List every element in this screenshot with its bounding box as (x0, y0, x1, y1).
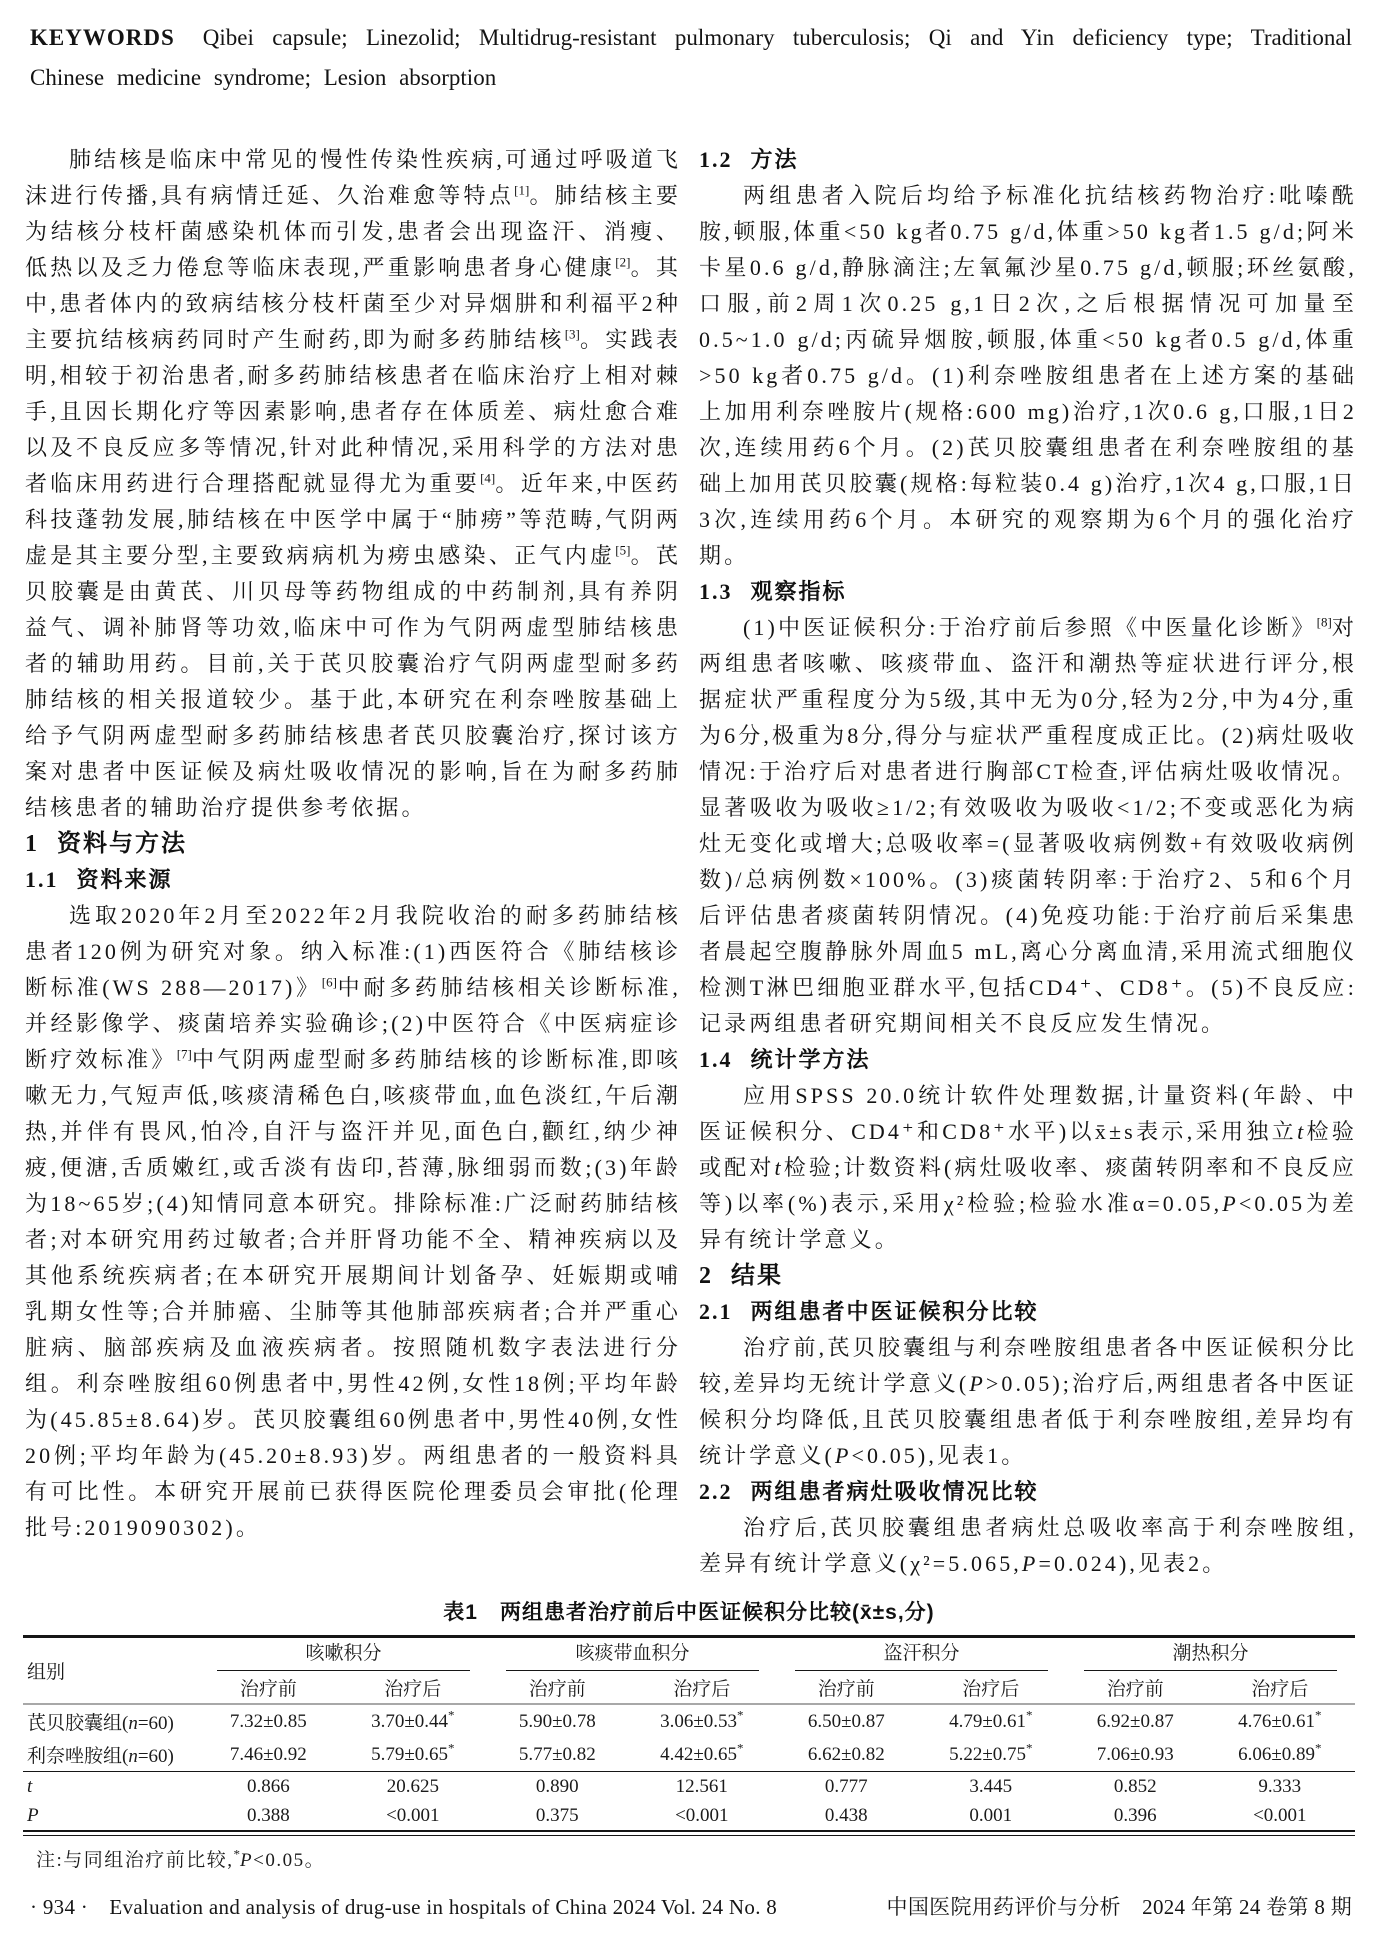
section-number: 2 (699, 1263, 713, 1289)
section-title: 结果 (731, 1262, 783, 1289)
section-heading-1-3 (699, 574, 1357, 610)
table1-sub-header: 治疗后 (916, 1671, 1066, 1704)
section-title: 资料与方法 (57, 830, 187, 857)
section-heading-2 (699, 1258, 1357, 1294)
table1-cell: 7.06±0.93 (1066, 1738, 1205, 1772)
table1-cell: 0.388 (246, 1804, 290, 1826)
section-heading-2-2 (699, 1474, 1357, 1510)
section-heading-1-1 (25, 862, 681, 898)
table1-cell: 5.77±0.82 (488, 1738, 627, 1772)
table1-cell: 3.445 (969, 1775, 1013, 1797)
table1-group-header-row (23, 1637, 1355, 1672)
keywords-block (30, 18, 1352, 98)
table1-cell: <0.001 (675, 1804, 729, 1826)
page-footer (30, 1891, 1352, 1921)
table1-sub-header: 治疗前 (199, 1671, 338, 1704)
table1-sub-header: 治疗前 (1066, 1671, 1205, 1704)
table1-header (23, 1637, 1355, 1705)
table1-row (23, 1801, 1355, 1830)
table1-sub-header-row (23, 1671, 1355, 1704)
table1-row (23, 1772, 1355, 1802)
keywords-text: Qibei capsule; Linezolid; Multidrug-resistant pulmonary tuberculosis; Qi and Yin deficiency type; Traditional Chinese medicine syndrome; Lesion absorption (30, 25, 1352, 90)
section-number: 1 (25, 831, 39, 857)
table1-col0-header: 组别 (23, 1637, 199, 1705)
section-heading-1-2 (699, 142, 1357, 178)
table1-block (23, 1596, 1355, 1872)
section-title: 两组患者病灶吸收情况比较 (750, 1479, 1039, 1504)
section-number: 1.2 (699, 147, 733, 172)
methods-paragraph: 两组患者入院后均给予标准化抗结核药物治疗:吡嗪酰胺,顿服,体重<50 kg者0.75 g/d,体重>50 kg者1.5 g/d;阿米卡星0.6 g/d,静脉滴注;左氧氟沙星0.75 g/d,顿服;环丝氨酸,口服,前2周1次0.25 g,1日2次,之后根据情况可加量至0.5~1.0 g/d;丙硫异烟胺,顿服,体重<50 kg者0.5 g/d,体重>50 kg者0.75 g/d。(1)利奈唑胺组患者在上述方案的基础上加用利奈唑胺片(规格:600 mg)治疗,1次0.6 g,口服,1日2次,连续用药6个月。(2)芪贝胶囊组患者在利奈唑胺组的基础上加用芪贝胶囊(规格:每粒装0.4 g)治疗,1次4 g,口服,1日3次,连续用药6个月。本研究的观察期为6个月的强化治疗期。 (699, 183, 1357, 568)
section-number: 1.4 (699, 1047, 733, 1072)
section-heading-1 (25, 826, 681, 862)
indicators-paragraph: (1)中医证候积分:于治疗前后参照《中医量化诊断》[8]对两组患者咳嗽、咳痰带血、盗汗和潮热等症状进行评分,根据症状严重程度分为5级,其中无为0分,轻为2分,中为4分,重为6分,极重为8分,得分与症状严重程度成正比。(2)病灶吸收情况:于治疗后对患者进行胸部CT检查,评估病灶吸收情况。显著吸收为吸收≥1/2;有效吸收为吸收<1/2;不变或恶化为病灶无变化或增大;总吸收率=(显著吸收病例数+有效吸收病例数)/总病例数×100%。(3)痰菌转阴率:于治疗2、5和6个月后评估患者痰菌转阴情况。(4)免疫功能:于治疗前后采集患者晨起空腹静脉外周血5 mL,离心分离血清,采用流式细胞仪检测T淋巴细胞亚群水平,包括CD4⁺、CD8⁺。(5)不良反应:记录两组患者研究期间相关不良反应发生情况。 (699, 614, 1357, 1036)
section-heading-2-1 (699, 1294, 1357, 1330)
materials-paragraph: 选取2020年2月至2022年2月我院收治的耐多药肺结核患者120例为研究对象。纳入标准:(1)西医符合《肺结核诊断标准(WS 288—2017)》[6]中耐多药肺结核相关诊断标准,并经影像学、痰菌培养实验确诊;(2)中医符合《中医病症诊断疗效标准》[7]中气阴两虚型耐多药肺结核的诊断标准,即咳嗽无力,气短声低,咳痰清稀色白,咳痰带血,血色淡红,午后潮热,并伴有畏风,怕冷,自汗与盗汗并见,面色白,颧红,纳少神疲,便溏,舌质嫩红,或舌淡有齿印,苔薄,脉细弱而数;(3)年龄为18~65岁;(4)知情同意本研究。排除标准:广泛耐药肺结核者;对本研究用药过敏者;合并肝肾功能不全、精神疾病以及其他系统疾病者;在本研究开展期间计划备孕、妊娠期或哺乳期女性等;合并肺癌、尘肺等其他肺部疾病者;合并严重心脏病、脑部疾病及血液疾病者。按照随机数字表法进行分组。利奈唑胺组60例患者中,男性42例,女性18例;平均年龄为(45.85±8.64)岁。芪贝胶囊组60例患者中,男性40例,女性20例;平均年龄为(45.20±8.93)岁。两组患者的一般资料具有可比性。本研究开展前已获得医院伦理委员会审批(伦理批号:2019090302)。 (25, 903, 681, 1540)
intro-paragraph: 肺结核是临床中常见的慢性传染性疾病,可通过呼吸道飞沫进行传播,具有病情迁延、久治难愈等特点[1]。肺结核主要为结核分枝杆菌感染机体而引发,患者会出现盗汗、消瘦、低热以及乏力倦怠等临床表现,严重影响患者身心健康[2]。其中,患者体内的致病结核分枝杆菌至少对异烟肼和利福平2种主要抗结核病药同时产生耐药,即为耐多药肺结核[3]。实践表明,相较于初治患者,耐多药肺结核患者在临床治疗上相对棘手,且因长期化疗等因素影响,患者存在体质差、病灶愈合难以及不良反应多等情况,针对此种情况,采用科学的方法对患者临床用药进行合理搭配就显得尤为重要[4]。近年来,中医药科技蓬勃发展,肺结核在中医学中属于“肺痨”等范畴,气阴两虚是其主要分型,主要致病病机为痨虫感染、正气内虚[5]。芪贝胶囊是由黄芪、川贝母等药物组成的中药制剂,具有养阴益气、调补肺肾等功效,临床中可作为气阴两虚型肺结核患者的辅助用药。目前,关于芪贝胶囊治疗气阴两虚型耐多药肺结核的相关报道较少。基于此,本研究在利奈唑胺基础上给予气阴两虚型耐多药肺结核患者芪贝胶囊治疗,探讨该方案对患者中医证候及病灶吸收情况的影响,旨在为耐多药肺结核患者的辅助治疗提供参考依据。 (25, 147, 682, 820)
table1-cell: 0.001 (969, 1804, 1013, 1826)
table1-cell: 0.375 (535, 1804, 579, 1826)
table1-row-label: P (27, 1804, 39, 1826)
table1-cell: 0.852 (1113, 1775, 1157, 1797)
left-column (25, 142, 681, 1546)
section-title: 统计学方法 (750, 1047, 871, 1072)
table1-cell: 4.42±0.65* (627, 1738, 777, 1772)
table1-sub-header: 治疗后 (627, 1671, 777, 1704)
table1-cell: 0.890 (535, 1775, 579, 1797)
section-title: 方法 (750, 147, 799, 172)
table1-group-header: 咳痰带血积分 (488, 1637, 777, 1672)
footer-right: 中国医院用药评价与分析 2024 年第 24 卷第 8 期 (886, 1895, 1352, 1919)
section-number: 1.3 (699, 579, 733, 604)
table1-cell: 6.06±0.89* (1205, 1738, 1355, 1772)
section-title: 观察指标 (750, 579, 847, 604)
table1-sub-header: 治疗后 (338, 1671, 488, 1704)
table1-cell: 7.32±0.85 (229, 1710, 307, 1732)
table1-cell: 0.777 (824, 1775, 868, 1797)
table1-note: 注:与同组治疗前比较,*P<0.05。 (36, 1846, 326, 1871)
table1-group-header: 潮热积分 (1066, 1637, 1355, 1672)
table1-cell: 4.76±0.61* (1238, 1707, 1322, 1732)
table1-cell: 12.561 (675, 1775, 728, 1797)
section-heading-1-4 (699, 1042, 1357, 1078)
table1-sub-header: 治疗前 (488, 1671, 627, 1704)
table1-cell: <0.001 (1253, 1804, 1307, 1826)
table1-cell: 6.92±0.87 (1096, 1710, 1174, 1732)
table1-cell: 5.79±0.65* (338, 1738, 488, 1772)
table1-sub-header: 治疗前 (777, 1671, 916, 1704)
section-title: 资料来源 (76, 867, 173, 892)
footer-left: · 934 · Evaluation and analysis of drug-use in hospitals of China 2024 Vol. 24 No. 8 (30, 1895, 778, 1919)
table1-group-header: 咳嗽积分 (199, 1637, 488, 1672)
table1-cell: 3.70±0.44* (371, 1707, 455, 1732)
table1-row-label: t (27, 1775, 33, 1797)
table1-row-label: 芪贝胶囊组(n=60) (27, 1713, 174, 1734)
table1-cell: 6.62±0.82 (777, 1738, 916, 1772)
table1-cell: 4.79±0.61* (949, 1707, 1033, 1732)
table1-bottom-rule (23, 1830, 1355, 1836)
table1-cell: 9.333 (1258, 1775, 1302, 1797)
table1-cell: 20.625 (386, 1775, 439, 1797)
table1-row (23, 1704, 1355, 1738)
table1-cell: 0.866 (246, 1775, 290, 1797)
result-lesion-paragraph: 治疗后,芪贝胶囊组患者病灶总吸收率高于利奈唑胺组,差异有统计学意义(χ²=5.065,P=0.024),见表2。 (699, 1515, 1357, 1576)
table1-cell: 6.50±0.87 (807, 1710, 885, 1732)
table1-cell: 0.438 (824, 1804, 868, 1826)
statistics-paragraph: 应用SPSS 20.0统计软件处理数据,计量资料(年龄、中医证候积分、CD4⁺和CD8⁺水平)以x̄±s表示,采用独立t检验或配对t检验;计数资料(病灶吸收率、痰菌转阴率和不良反应等)以率(%)表示,采用χ²检验;检验水准α=0.05,P<0.05为差异有统计学意义。 (699, 1083, 1358, 1252)
table1-cell: 5.90±0.78 (518, 1710, 596, 1732)
section-number: 2.2 (699, 1479, 733, 1504)
table1-body (23, 1704, 1355, 1830)
table1-sub-header: 治疗后 (1205, 1671, 1355, 1704)
table1-cell: 7.46±0.92 (199, 1738, 338, 1772)
result-tcm-paragraph: 治疗前,芪贝胶囊组与利奈唑胺组患者各中医证候积分比较,差异均无统计学意义(P>0.05);治疗后,两组患者各中医证候积分均降低,且芪贝胶囊组患者低于利奈唑胺组,差异均有统计学意义(P<0.05),见表1。 (699, 1335, 1358, 1468)
table1-title: 表1 两组患者治疗前后中医证候积分比较(x̄±s,分) (443, 1601, 935, 1624)
section-title: 两组患者中医证候积分比较 (750, 1299, 1039, 1324)
table1-cell: 3.06±0.53* (660, 1707, 744, 1732)
right-column (699, 142, 1357, 1582)
section-number: 2.1 (699, 1299, 733, 1324)
table1-cell: 5.22±0.75* (916, 1738, 1066, 1772)
keywords-label: KEYWORDS (30, 25, 175, 50)
table1-row (23, 1738, 1355, 1772)
section-number: 1.1 (25, 867, 59, 892)
table1-cell: <0.001 (386, 1804, 440, 1826)
table1-row-label: 利奈唑胺组(n=60) (23, 1738, 199, 1772)
table1-group-header: 盗汗积分 (777, 1637, 1066, 1672)
table1-cell: 0.396 (1113, 1804, 1157, 1826)
table1 (23, 1635, 1355, 1830)
